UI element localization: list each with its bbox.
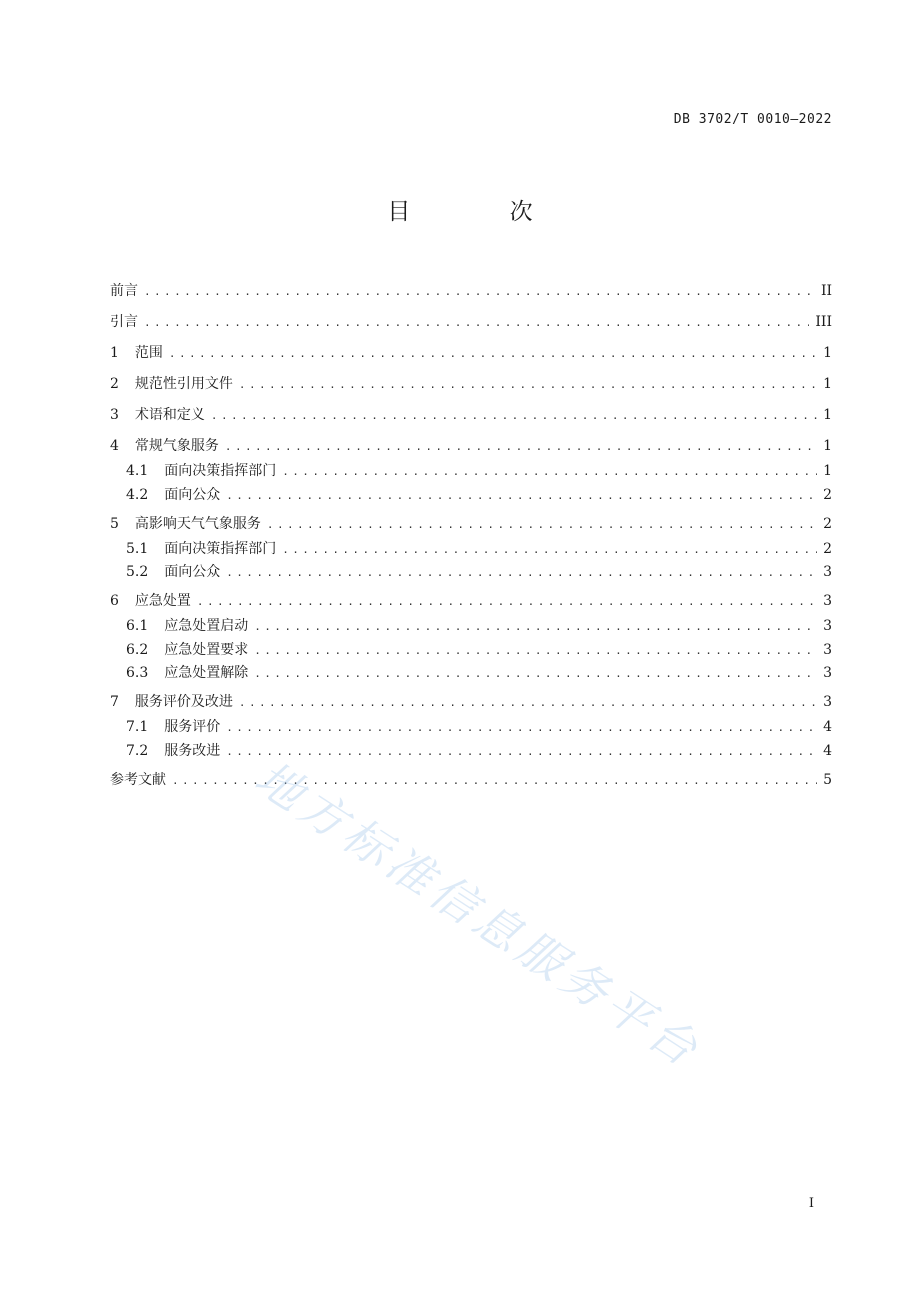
toc-entry-2[interactable]	[110, 373, 832, 404]
toc-entry-label: 规范性引用文件	[134, 376, 233, 392]
toc-entry-page: 3	[823, 564, 832, 580]
toc-entry-label: 应急处置要求	[164, 641, 249, 658]
toc-title: 目 次	[387, 199, 579, 225]
toc-entry-label: 前言	[110, 283, 138, 299]
toc-entry-7-2[interactable]	[110, 740, 832, 769]
document-code: DB 3702/T 0010—2022	[673, 112, 832, 127]
toc-entry-page: 3	[823, 694, 832, 710]
toc-leader-dots	[239, 692, 817, 714]
toc-entry-number: 7	[110, 694, 119, 710]
toc-entry-3[interactable]	[110, 404, 832, 435]
page-number: I	[808, 1196, 814, 1211]
toc-leader-dots	[169, 343, 817, 365]
toc-entry-number: 4.1	[126, 463, 149, 479]
toc-entry-page: 1	[823, 438, 832, 454]
toc-entry-label: 应急处置解除	[164, 665, 249, 681]
toc-entry-number: 4	[110, 438, 119, 454]
toc-entry-page: 3	[823, 641, 832, 658]
toc-entry-label: 服务评价及改进	[134, 694, 233, 710]
toc-entry-number: 3	[110, 407, 119, 423]
toc-entry-page: 2	[823, 486, 832, 503]
toc-entry-label: 应急处置	[134, 593, 191, 609]
toc-leader-dots	[226, 741, 817, 763]
toc-entry-5-2[interactable]	[110, 561, 832, 590]
toc-entry-label: 常规气象服务	[134, 438, 219, 454]
toc-leader-dots	[172, 770, 817, 792]
toc-leader-dots	[282, 539, 817, 561]
toc-leader-dots	[254, 663, 817, 685]
toc-entry-number: 2	[110, 376, 119, 392]
toc-entry-label: 面向决策指挥部门	[164, 540, 277, 557]
toc-entry-page: III	[815, 314, 832, 330]
toc-entry-page: 5	[823, 771, 832, 788]
toc-entry-number: 7.2	[126, 742, 149, 759]
toc-entry-number: 5.1	[126, 540, 149, 557]
toc-entry-label: 面向公众	[164, 486, 221, 503]
toc-entry-page: 1	[823, 463, 832, 479]
toc-entry-label: 引言	[110, 314, 138, 330]
toc-entry-number: 6.1	[126, 618, 149, 634]
toc-leader-dots	[282, 461, 817, 483]
toc-entry-1[interactable]	[110, 342, 832, 373]
toc-entry-introduction[interactable]	[110, 311, 832, 342]
toc-entry-label: 参考文献	[110, 771, 166, 788]
toc-leader-dots	[211, 405, 817, 427]
toc-entry-page: 3	[823, 665, 832, 681]
toc-leader-dots	[226, 485, 817, 507]
toc-entry-page: 2	[823, 515, 832, 532]
toc-entry-page: 1	[823, 345, 832, 361]
toc-leader-dots	[254, 640, 817, 662]
toc-entry-label: 面向公众	[164, 564, 221, 580]
toc-entry-number: 4.2	[126, 486, 149, 503]
toc-entry-5-1[interactable]	[110, 538, 832, 562]
toc-entry-number: 1	[110, 345, 119, 361]
toc-entry-number: 6.2	[126, 641, 149, 658]
toc-entry-5[interactable]	[110, 513, 832, 538]
toc-leader-dots	[197, 591, 817, 613]
toc-entry-page: 1	[823, 407, 832, 423]
toc-entry-page: 1	[823, 376, 832, 392]
toc-leader-dots	[226, 717, 817, 739]
toc-entry-number: 7.1	[126, 719, 149, 735]
toc-entry-4-2[interactable]	[110, 484, 832, 513]
toc-entry-6-1[interactable]	[110, 615, 832, 639]
toc-entry-page: II	[820, 283, 832, 299]
toc-entry-label: 面向决策指挥部门	[164, 463, 277, 479]
toc-entry-label: 服务评价	[164, 719, 221, 735]
toc-leader-dots	[254, 616, 817, 638]
toc-leader-dots	[225, 436, 817, 458]
toc-entry-foreword[interactable]	[110, 280, 832, 311]
toc-entry-page: 4	[823, 719, 832, 735]
toc-entry-label: 范围	[134, 345, 163, 361]
toc-entry-label: 应急处置启动	[164, 618, 249, 634]
toc-entry-page: 3	[823, 618, 832, 634]
toc-entry-page: 2	[823, 540, 832, 557]
toc-entry-number: 5.2	[126, 564, 149, 580]
toc-entry-6[interactable]	[110, 590, 832, 615]
toc-entry-6-2[interactable]	[110, 639, 832, 663]
table-of-contents	[110, 280, 832, 800]
toc-entry-bibliography[interactable]	[110, 769, 832, 800]
toc-leader-dots	[144, 281, 815, 303]
toc-entry-number: 5	[110, 515, 119, 532]
toc-entry-6-3[interactable]	[110, 662, 832, 691]
toc-entry-label: 服务改进	[164, 742, 221, 759]
toc-leader-dots	[239, 374, 817, 396]
toc-entry-page: 4	[823, 742, 832, 759]
toc-entry-4[interactable]	[110, 435, 832, 460]
toc-entry-number: 6.3	[126, 665, 149, 681]
toc-entry-7[interactable]	[110, 691, 832, 716]
toc-entry-4-1[interactable]	[110, 460, 832, 484]
toc-entry-number: 6	[110, 593, 119, 609]
toc-entry-page: 3	[823, 593, 832, 609]
toc-leader-dots	[144, 312, 809, 334]
toc-entry-label: 高影响天气气象服务	[134, 515, 261, 532]
watermark: 地方标准信息服务平台	[245, 750, 712, 1079]
toc-entry-7-1[interactable]	[110, 716, 832, 740]
toc-leader-dots	[226, 562, 817, 584]
toc-leader-dots	[267, 514, 817, 536]
toc-entry-label: 术语和定义	[134, 407, 205, 423]
